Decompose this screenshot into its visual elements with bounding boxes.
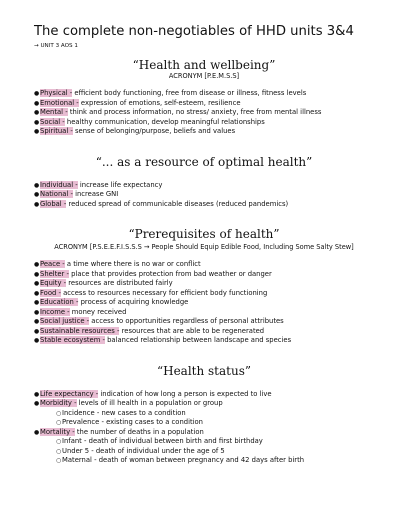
- bullet-icon: ●: [34, 118, 40, 126]
- term: Sustainable resources -: [40, 326, 120, 335]
- definition: death of individual under the age of 5: [93, 446, 225, 455]
- list-item: [34, 428, 374, 438]
- list-item: [34, 190, 374, 200]
- term: Mortality -: [40, 427, 75, 436]
- definition: sense of belonging/purpose, beliefs and values: [72, 127, 236, 135]
- term: Global -: [40, 199, 67, 208]
- definition: healthy communication, develop meaningful relationships: [64, 117, 265, 126]
- bullet-icon: ●: [34, 128, 40, 135]
- list-item: [34, 279, 374, 289]
- term: Infant -: [62, 437, 87, 445]
- circle-bullet-icon: ○: [56, 409, 62, 417]
- term: Life expectancy -: [40, 389, 99, 398]
- definition: existing cases to a condition: [103, 418, 203, 426]
- section-acronym: ACRONYM [P.S.E.E.F.I.S.S.S → People Should Equip Edible Food, Including Some Salty Stew]: [54, 243, 354, 251]
- term: Physical -: [40, 89, 73, 97]
- definition: indication of how long a person is expected to live: [98, 389, 272, 398]
- term: Peace -: [40, 260, 65, 268]
- definition: think and process information, no stress/ anxiety, free from mental illness: [67, 108, 322, 116]
- list-item: [34, 181, 374, 191]
- definition-list: [34, 260, 374, 346]
- list-item: [34, 289, 374, 299]
- definition: a time where there is no war or conflict: [64, 260, 201, 268]
- list-item: [34, 317, 374, 327]
- definition-list: [34, 181, 374, 210]
- term: Education -: [40, 298, 79, 306]
- section-heading: “Health status”: [156, 363, 252, 378]
- term: Emotional -: [40, 98, 79, 107]
- list-item: [34, 108, 374, 118]
- bullet-icon: ●: [34, 261, 40, 268]
- bullet-icon: ●: [34, 400, 40, 407]
- term: Prevalence -: [62, 418, 104, 426]
- definition: expression of emotions, self-esteem, resilience: [78, 98, 241, 107]
- list-subitem: [34, 437, 374, 447]
- list-subitem: [34, 418, 374, 428]
- bullet-icon: ●: [34, 299, 40, 306]
- definition: new cases to a condition: [99, 408, 186, 417]
- list-subitem: [34, 456, 374, 466]
- section-heading: “Prerequisites of health”: [128, 227, 280, 241]
- term: Morbidity -: [40, 399, 77, 407]
- definition: resources that are able to be regenerated: [119, 326, 265, 335]
- bullet-icon: ●: [34, 270, 40, 278]
- definition: death of woman between pregnancy and 42 days after birth: [96, 456, 305, 464]
- definition: resources are distributed fairly: [66, 279, 173, 287]
- section-heading: “... as a resource of optimal health”: [95, 154, 313, 169]
- bullet-icon: ●: [34, 181, 40, 189]
- definition: reduced spread of communicable diseases (reduced pandemics): [66, 199, 289, 208]
- term: Maternal -: [62, 456, 97, 464]
- circle-bullet-icon: ○: [56, 419, 62, 426]
- list-item: [34, 336, 374, 346]
- bullet-icon: ●: [34, 390, 40, 398]
- section-heading: “Health and wellbeing”: [132, 58, 276, 72]
- list-item: [34, 327, 374, 337]
- definition: access to opportunities regardless of personal attributes: [89, 317, 284, 325]
- list-item: [34, 390, 374, 400]
- circle-bullet-icon: ○: [56, 438, 62, 445]
- term: National -: [40, 190, 73, 198]
- bullet-icon: ●: [34, 337, 40, 344]
- definition: death of individual between birth and first birthday: [86, 437, 263, 445]
- definition: access to resources necessary for efficient body functioning: [60, 288, 268, 297]
- list-subitem: [34, 447, 374, 457]
- list-item: [34, 270, 374, 280]
- definition: levels of ill health in a population or group: [76, 399, 223, 407]
- definition: increase life expectancy: [77, 180, 163, 189]
- term: Social justice -: [40, 317, 90, 325]
- list-item: [34, 298, 374, 308]
- definition: money received: [69, 307, 127, 316]
- section-acronym: ACRONYM [P.E.M.S.S]: [168, 72, 240, 80]
- term: Incidence -: [62, 408, 100, 417]
- list-item: [34, 127, 374, 137]
- definition: place that provides protection from bad weather or danger: [68, 269, 272, 278]
- term: Individual -: [40, 180, 78, 189]
- bullet-icon: ●: [34, 327, 40, 335]
- definition-list: [34, 89, 374, 137]
- term: Under 5 -: [62, 446, 94, 455]
- term: Mental -: [40, 108, 68, 116]
- definition-list: [34, 390, 374, 466]
- term: Spiritual -: [40, 127, 73, 135]
- list-item: [34, 399, 374, 409]
- section-prerequisites-of-health: [34, 227, 374, 346]
- bullet-icon: ●: [34, 280, 40, 287]
- document-title: The complete non-negotiables of HHD units 3&4: [34, 24, 354, 39]
- term: Shelter -: [40, 269, 69, 278]
- bullet-icon: ●: [34, 318, 40, 325]
- list-item: [34, 260, 374, 270]
- section-health-status: [34, 364, 374, 466]
- list-item: [34, 200, 374, 210]
- list-item: [34, 99, 374, 109]
- term: Social -: [40, 117, 65, 126]
- list-item: [34, 89, 374, 99]
- term: Equity -: [40, 279, 67, 287]
- section-health-and-wellbeing: [34, 58, 374, 137]
- list-item: [34, 118, 374, 128]
- circle-bullet-icon: ○: [56, 447, 62, 455]
- definition: process of acquiring knowledge: [78, 298, 189, 306]
- bullet-icon: ●: [34, 200, 40, 208]
- term: Stable ecosystem -: [40, 336, 105, 344]
- circle-bullet-icon: ○: [56, 457, 62, 464]
- bullet-icon: ●: [34, 109, 40, 116]
- definition: balanced relationship between landscape and species: [104, 336, 292, 344]
- term: Food -: [40, 288, 61, 297]
- definition: the number of deaths in a population: [74, 427, 204, 436]
- definition: increase GNI: [72, 190, 119, 198]
- term: Income -: [40, 307, 70, 316]
- section-resource-of-optimal-health: [34, 155, 374, 210]
- document-subtitle: → UNIT 3 AOS 1: [34, 43, 78, 49]
- list-item: [34, 308, 374, 318]
- definition: efficient body functioning, free from disease or illness, fitness levels: [72, 89, 307, 97]
- bullet-icon: ●: [34, 90, 40, 97]
- bullet-icon: ●: [34, 99, 40, 107]
- bullet-icon: ●: [34, 428, 40, 436]
- bullet-icon: ●: [34, 308, 40, 316]
- bullet-icon: ●: [34, 191, 40, 198]
- list-subitem: [34, 409, 374, 419]
- bullet-icon: ●: [34, 289, 40, 297]
